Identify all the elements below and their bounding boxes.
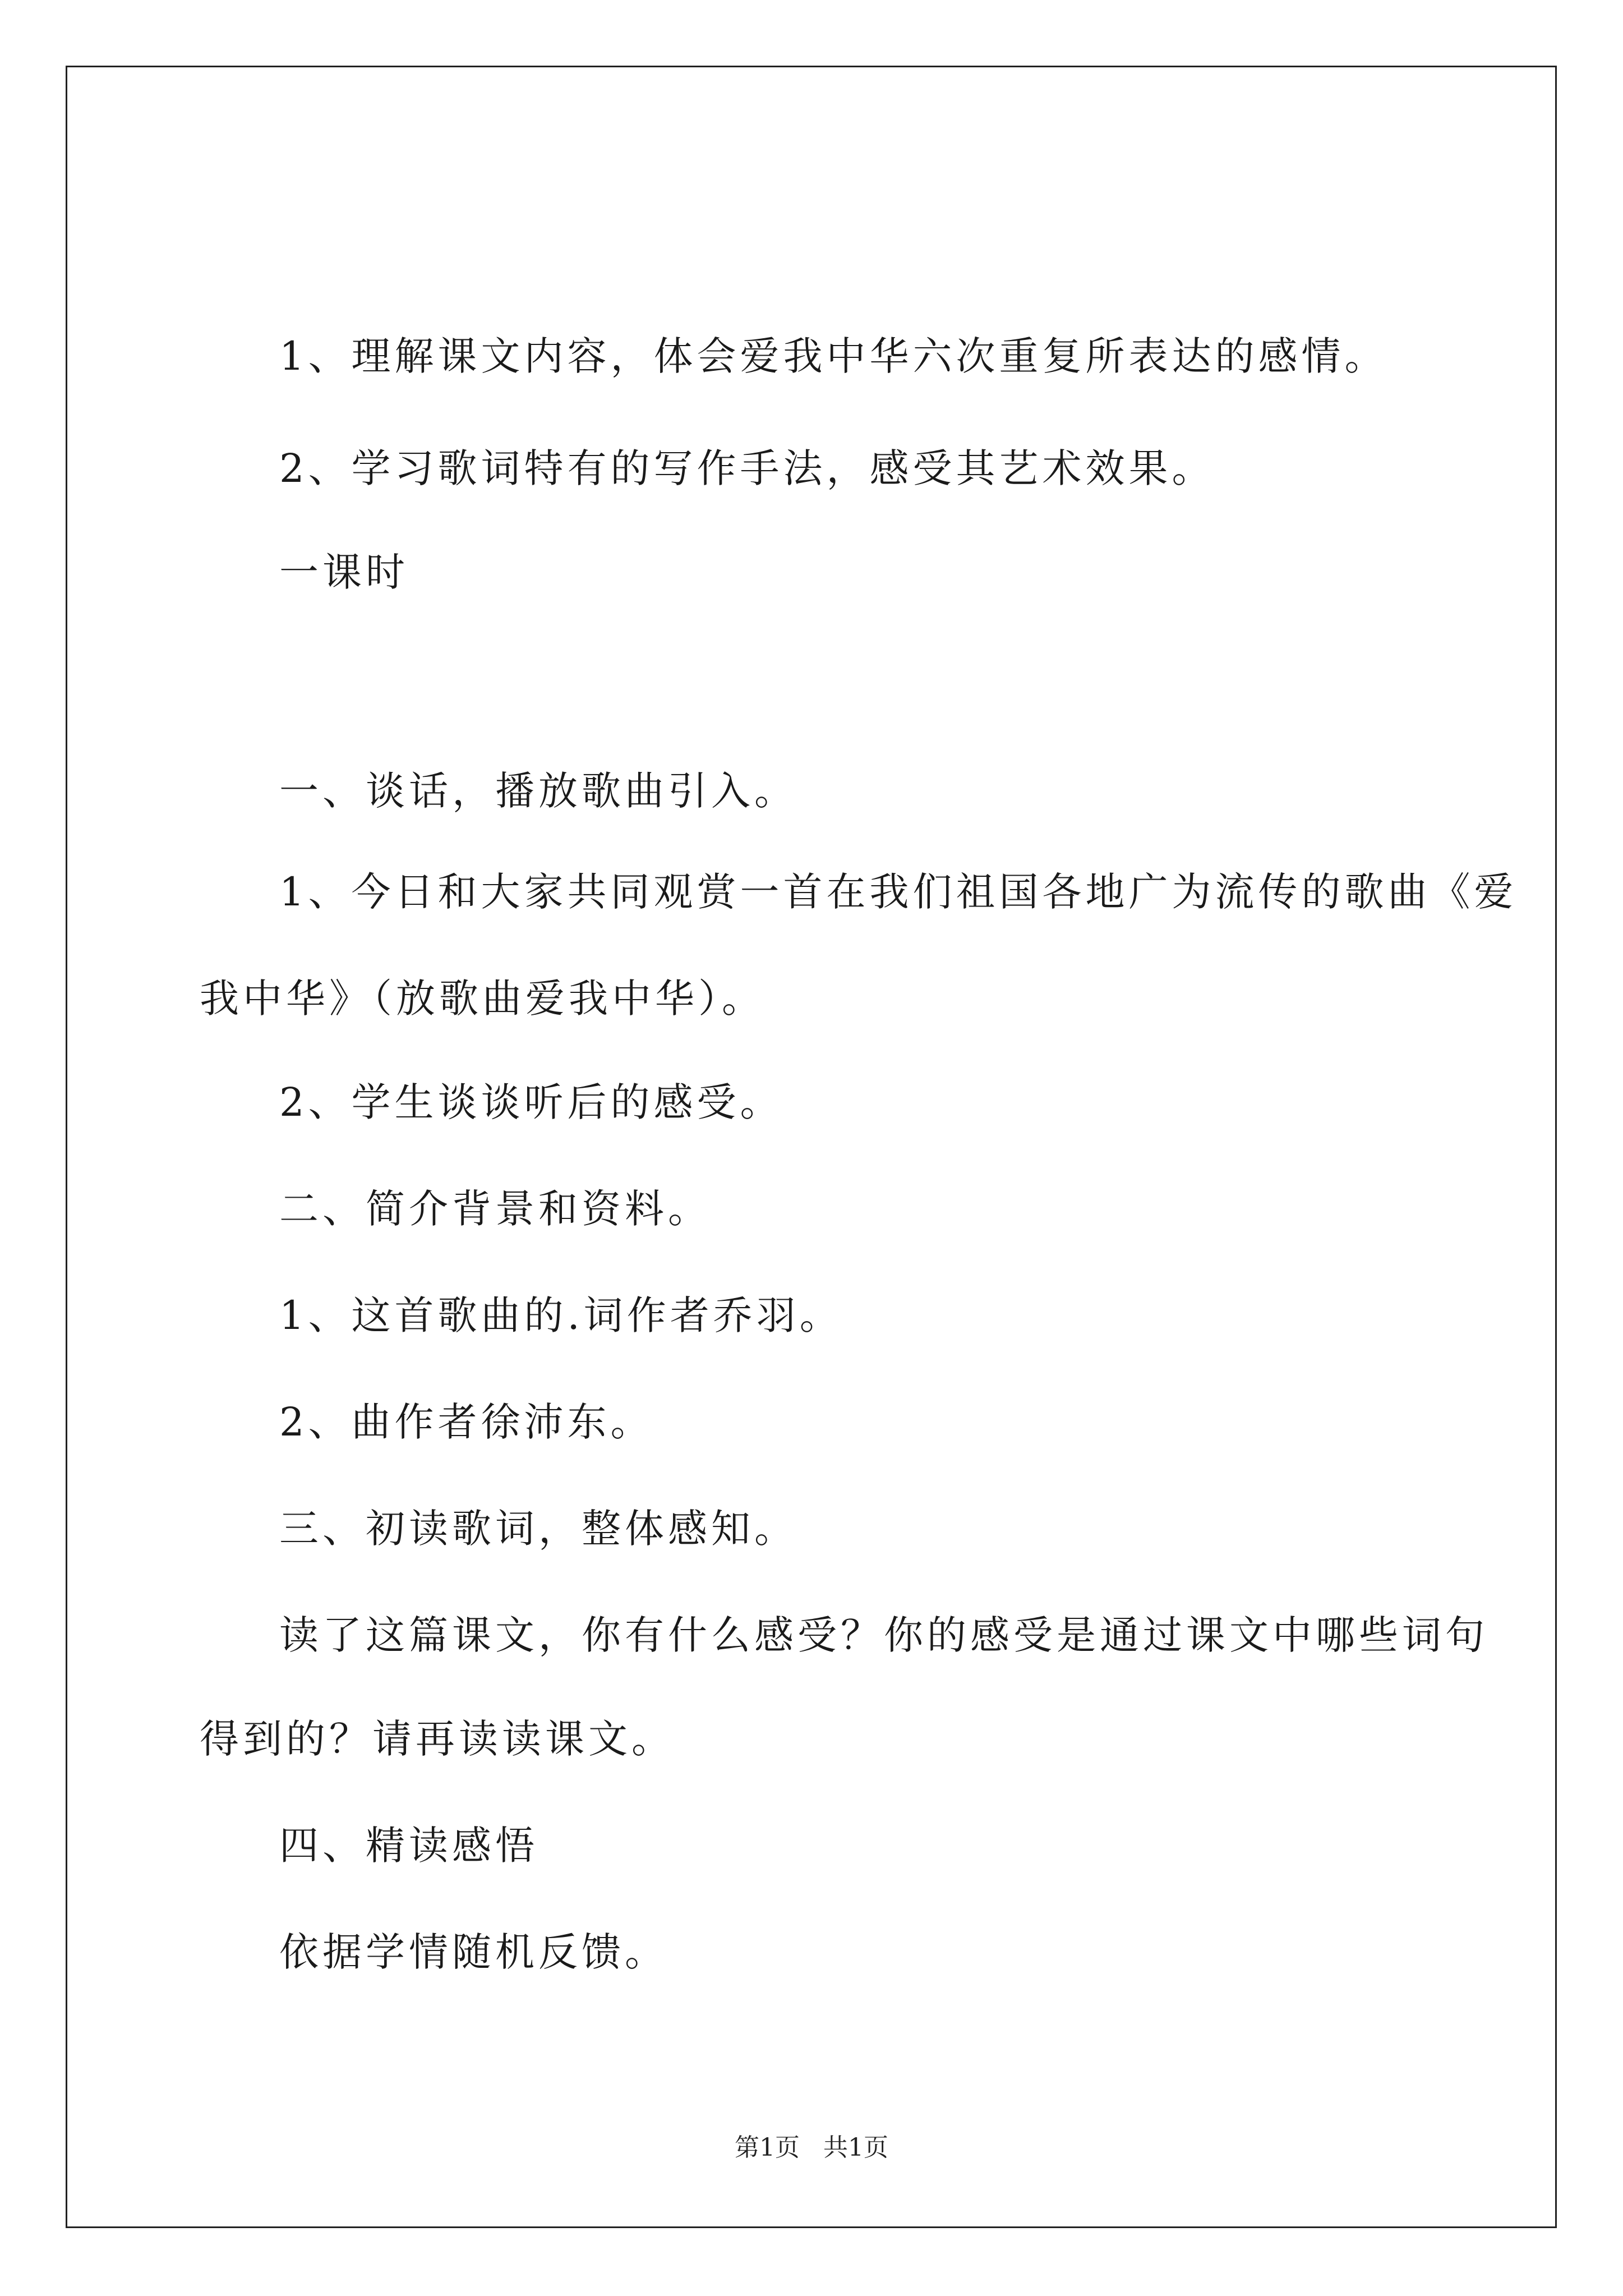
paragraph-lesson-count: 一课时 [279,549,409,595]
paragraph-intro-2: 2、学生谈谈听后的感受。 [279,1079,783,1125]
paragraph-feedback: 依据学情随机反馈。 [279,1929,668,1975]
paragraph-reading-line-2: 得到的？请再读读课文。 [200,1716,675,1762]
paragraph-reading-line-1: 读了这篇课文，你有什么感受？你的感受是通过课文中哪些词句 [279,1612,1488,1658]
section-heading-2: 二、简介背景和资料。 [279,1186,711,1232]
paragraph-objective-1: 1、理解课文内容，体会爱我中华六次重复所表达的感情。 [279,333,1388,379]
paragraph-composer: 2、曲作者徐沛东。 [279,1399,654,1445]
paragraph-lyricist: 1、这首歌曲的.词作者乔羽。 [279,1292,843,1338]
paragraph-intro-line-1: 1、今日和大家共同观赏一首在我们祖国各地广为流传的歌曲《爱 [279,869,1518,915]
page-footer: 第1页 共1页 [735,2133,888,2162]
paragraph-objective-2: 2、学习歌词特有的写作手法，感受其艺术效果。 [279,445,1215,491]
section-heading-1: 一、谈话，播放歌曲引入。 [279,768,797,814]
section-heading-3: 三、初读歌词，整体感知。 [279,1506,797,1552]
paragraph-intro-line-2: 我中华》（放歌曲爱我中华）。 [200,976,765,1022]
section-heading-4: 四、精读感悟 [279,1823,538,1869]
